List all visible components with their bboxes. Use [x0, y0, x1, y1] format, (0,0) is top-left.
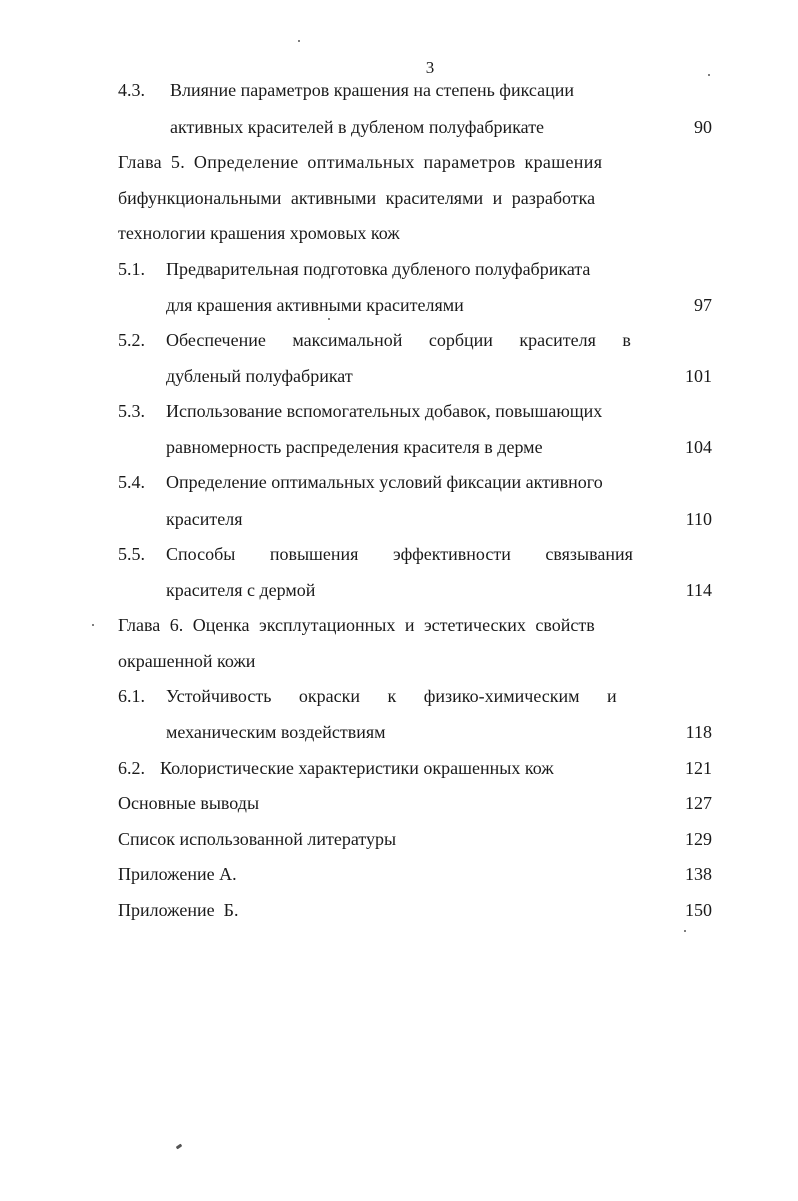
toc-entry-5-5-line2: красителя с дермой	[166, 580, 316, 600]
chapter-5-line2: бифункциональными активными красителями и разработка	[118, 188, 596, 208]
toc-entry-6-1-line2: механическим воздействиям	[166, 722, 386, 742]
toc-entry-appendix-b: Приложение Б.	[118, 900, 239, 920]
section-title-line1: Использование вспомогательных добавок, повышающих	[166, 401, 603, 421]
page-ref: 110	[685, 509, 712, 529]
toc-entry-appendix-a: Приложение А.	[118, 864, 237, 884]
toc-entry-conclusions: Основные выводы	[118, 793, 260, 813]
page-ref: 90	[694, 117, 712, 137]
toc-entry-4-3-line2	[170, 116, 544, 138]
chapter-6-line2: окрашенной кожи	[118, 651, 256, 671]
section-title-line1: Способы повышения эффективности связывания	[166, 544, 633, 564]
page-ref: 97	[694, 295, 712, 315]
toc-entry-5-3-line2: равномерность распределения красителя в дерме	[166, 437, 543, 457]
scan-speck	[176, 1144, 183, 1150]
chapter-6-line1: Глава 6. Оценка эксплутационных и эстетических свойств	[118, 615, 595, 635]
section-title-line1: Устойчивость окраски к физико-химическим и	[166, 686, 617, 706]
section-title-line2: активных красителей в дубленом полуфабрикате	[170, 117, 545, 137]
scan-speck	[708, 74, 710, 76]
toc-entry-5-1-line2: для крашения активными красителями	[166, 295, 464, 315]
section-number: 6.2.	[118, 758, 145, 778]
scan-speck	[298, 40, 300, 42]
chapter-5-line3: технологии крашения хромовых кож	[118, 223, 400, 243]
section-title-line1: Обеспечение максимальной сорбции красителя в	[166, 330, 631, 350]
toc-entry-5-2-line2: дубленый полуфабрикат	[166, 366, 353, 386]
section-number: 5.5.	[118, 544, 145, 564]
scan-speck	[92, 624, 94, 626]
scan-speck	[684, 930, 686, 932]
toc-entry-5-4-line2: красителя	[166, 509, 243, 529]
section-number: 5.3.	[118, 401, 145, 421]
page-ref: 104	[685, 437, 712, 457]
chapter-5-line1: Глава 5. Определение оптимальных параметров крашения	[118, 152, 603, 172]
scan-speck	[328, 318, 330, 320]
page-number: 3	[425, 58, 435, 77]
section-number: 4.3.	[118, 80, 145, 100]
section-title-line1: Определение оптимальных условий фиксации активного	[166, 472, 603, 492]
page-ref: 127	[685, 793, 712, 813]
page-ref: 114	[685, 580, 712, 600]
page-ref: 121	[685, 758, 712, 778]
page-ref: 138	[685, 864, 712, 884]
page-ref: 129	[685, 829, 712, 849]
toc-entry-references: Список использованной литературы	[118, 829, 397, 849]
page-ref: 118	[685, 722, 712, 742]
section-number: 6.1.	[118, 686, 145, 706]
section-number: 5.2.	[118, 330, 145, 350]
section-number: 5.4.	[118, 472, 145, 492]
page-ref: 150	[685, 900, 712, 920]
section-title-line1: Влияние параметров крашения на степень фиксации	[170, 80, 574, 100]
section-title-line1: Предварительная подготовка дубленого полуфабриката	[166, 259, 591, 279]
section-number: 5.1.	[118, 259, 145, 279]
section-title-line1: Колористические характеристики окрашенных кож	[160, 758, 554, 778]
page-ref: 101	[685, 366, 712, 386]
